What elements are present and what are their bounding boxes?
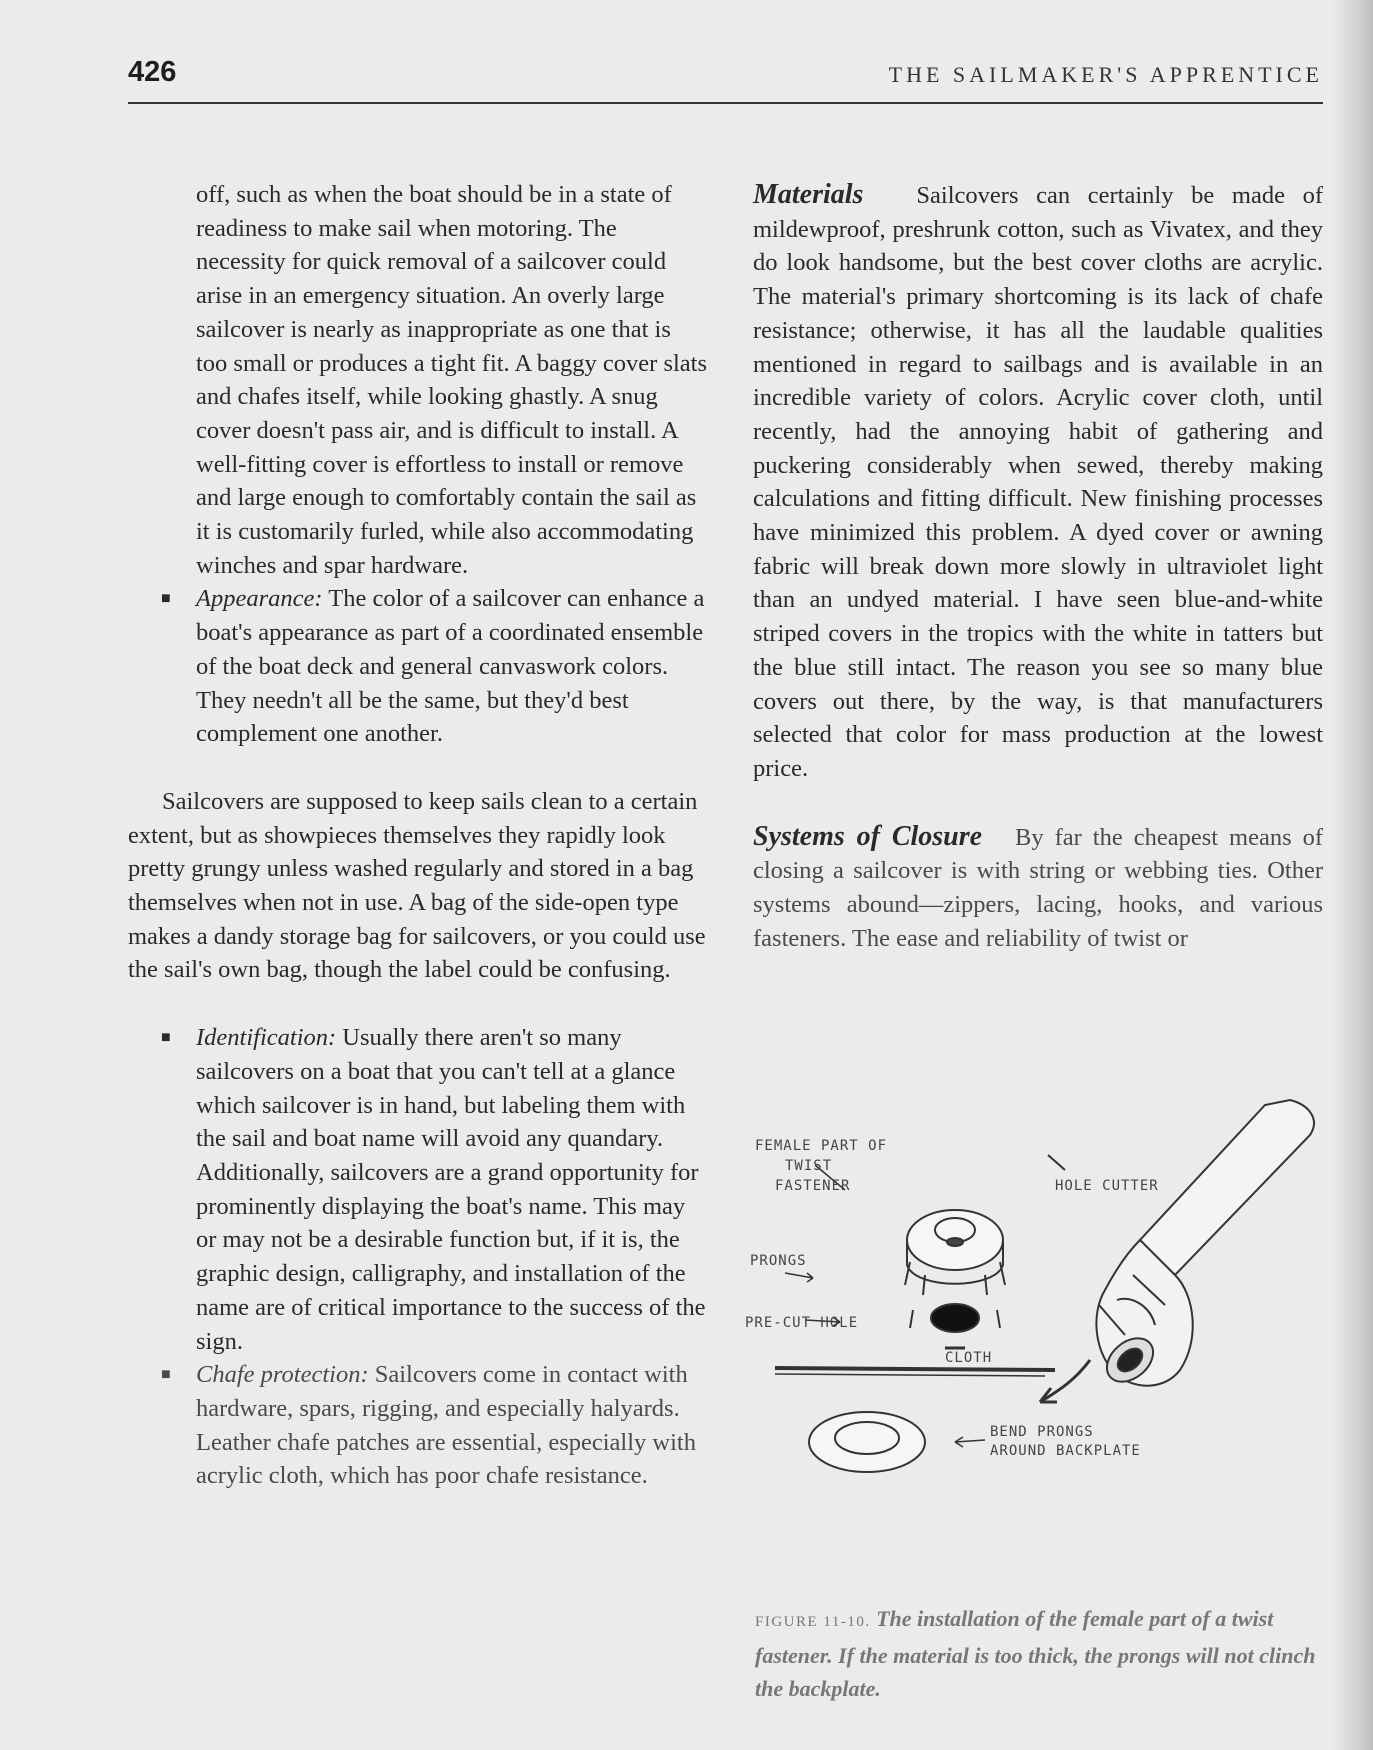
precut-hole-illustration: [931, 1304, 979, 1332]
appearance-lead: Appearance:: [196, 585, 323, 613]
label-prongs: PRONGS: [750, 1253, 807, 1269]
left-column: [128, 178, 708, 1493]
appearance-text: The color of a sailcover can enhance a boat's appearance as part of a coordinated ensemble of the boat deck and general canvaswork colors. They needn't all be the same, but they'd best complement one another.: [196, 585, 705, 748]
running-head: THE SAILMAKER'S APPRENTICE: [888, 62, 1323, 87]
figure-caption-text: The installation of the female part of a twist fastener. If the material is too thick, the prongs will not clinch the backplate.: [755, 1606, 1316, 1701]
label-bend-1: BEND PRONGS: [990, 1424, 1094, 1440]
materials-heading: Materials: [753, 179, 864, 210]
bullet-marker: ■: [161, 1366, 171, 1384]
bullet-marker: ■: [161, 1029, 171, 1047]
identification-text: Usually there aren't so many sailcovers on a boat that you can't tell at a glance which sailcover is in hand, but labeling them with the sail and boat name will avoid any quandary. Additionally, sailcovers are a grand opportunity for prominently displaying the boat's name. This may or may not be a desirable function but, if it is, the graphic design, calligraphy, and installation of the name are of critical importance to the success of the sign.: [196, 1024, 706, 1355]
page-edge-shadow: [1331, 0, 1373, 1750]
label-female-3: FASTENER: [775, 1178, 851, 1194]
page-header: [128, 56, 1323, 104]
cloth-line: [775, 1368, 1055, 1370]
female-part-illustration: [905, 1210, 1005, 1295]
figure-caption: [755, 1602, 1320, 1705]
label-female-2: TWIST: [785, 1158, 833, 1174]
materials-section: [753, 178, 1323, 786]
hole-cutter-illustration: [1048, 1100, 1314, 1391]
label-female-1: FEMALE PART OF: [755, 1138, 888, 1154]
arrow-cutter-to-hole: [1040, 1360, 1090, 1402]
figure-twist-fastener: [745, 1090, 1330, 1570]
label-precut-hole: PRE-CUT HOLE: [745, 1315, 859, 1331]
paragraph-storage: Sailcovers are supposed to keep sails clean to a certain extent, but as showpieces themselves they rapidly look pretty grungy unless washed regularly and stored in a bag themselves when not in use. A bag of the side-open type makes a dandy storage bag for sailcovers, or you could use the sail's own bag, though the label could be confusing.: [128, 787, 706, 984]
bullet-marker: ■: [161, 590, 171, 608]
figure-number: FIGURE 11-10.: [755, 1614, 871, 1630]
label-hole-cutter: HOLE CUTTER: [1055, 1178, 1159, 1194]
page-number: 426: [128, 56, 177, 88]
label-bend-2: AROUND BACKPLATE: [990, 1443, 1141, 1459]
bullet-continuation: off, such as when the boat should be in a state of readiness to make sail when motoring. The necessity for quick removal of a sailcover could arise in an emergency situation. An overly large sailcover is nearly as inappropriate as one that is too small or produces a tight fit. A baggy cover slats and chafes itself, while looking ghastly. A snug cover doesn't pass air, and is difficult to install. A well-fitting cover is effortless to install or remove and large enough to comfortably contain the sail as it is customarily furled, while also accommodating winches and spar hardware.: [196, 181, 708, 579]
bullet-identification: [128, 1021, 708, 1358]
closure-text: By far the cheapest means of closing a sailcover is with string or webbing ties. Other systems abound—zippers, lacing, hooks, and various fasteners. The ease and reliability of twist or: [753, 823, 1323, 952]
bullet-appearance: [128, 582, 708, 751]
label-cloth: CLOTH: [945, 1350, 993, 1366]
closure-heading: Systems of Closure: [753, 820, 983, 852]
materials-text: Sailcovers can certainly be made of mildewproof, preshrunk cotton, such as Vivatex, and they do look handsome, but the best cover cloths are acrylic. The material's primary shortcoming is its lack of chafe resistance; otherwise, it has all the laudable qualities mentioned in regard to sailbags and is available in an incredible variety of colors. Acrylic cover cloth, until recently, had the annoying habit of gathering and puckering considerably when sewed, thereby making calculations and fitting difficult. New finishing processes have minimized this problem. A dyed cover or awning fabric will break down more slowly in ultraviolet light than an undyed material. I have seen blue-and-white striped covers in the tropics with the white in tatters but the blue still intact. The reason you see so many blue covers out there, by the way, is that manufacturers selected that color for mass production at the lowest price.: [753, 182, 1323, 782]
chafe-text: Sailcovers come in contact with hardware, spars, rigging, and especially halyards. Leather chafe patches are essential, especially with acrylic cloth, which has poor chafe resistance.: [196, 1361, 696, 1490]
chafe-lead: Chafe protection:: [196, 1361, 369, 1389]
closure-section: [753, 820, 1323, 956]
bullet-chafe: [128, 1358, 708, 1493]
identification-lead: Identification:: [196, 1024, 337, 1052]
right-column: [753, 178, 1323, 955]
